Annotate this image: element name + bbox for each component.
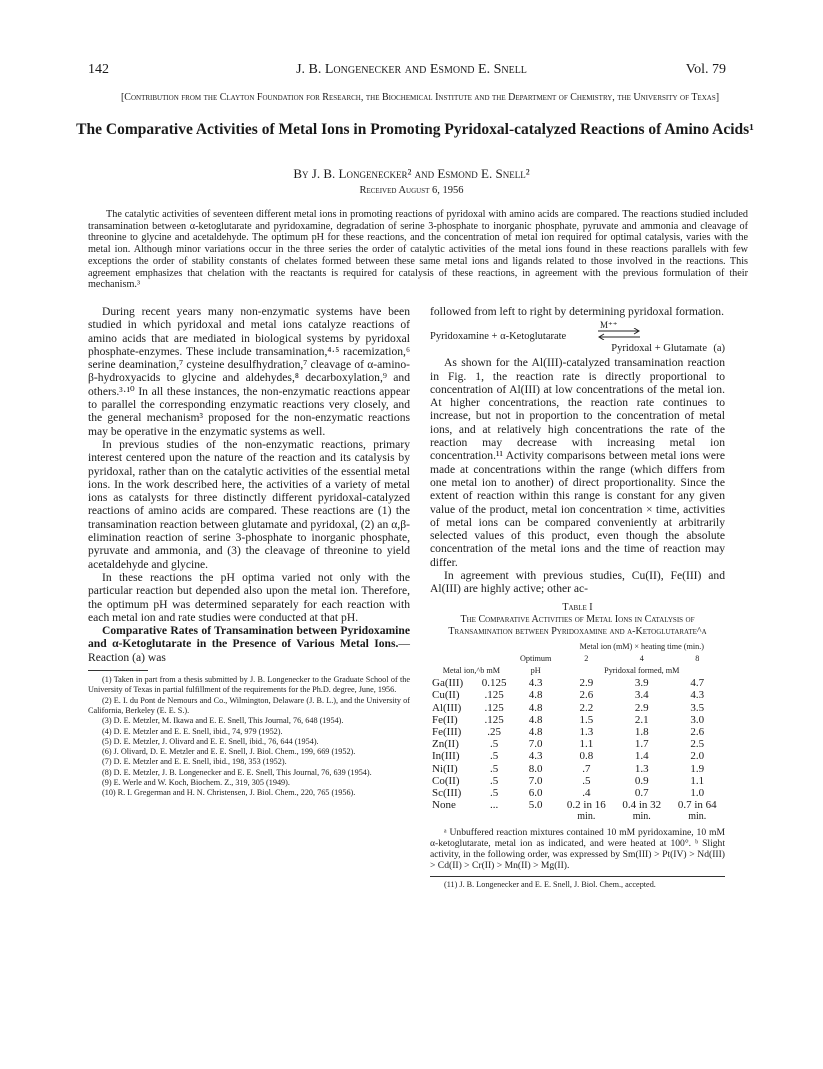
table-header-row xyxy=(430,641,725,653)
reaction-equation xyxy=(430,320,725,354)
table-cell: Fe(II) xyxy=(432,713,458,726)
footnote: (11) J. B. Longenecker and E. E. Snell, J. Biol. Chem., accepted. xyxy=(444,879,656,889)
equation-catalyst: M⁺⁺ xyxy=(600,320,618,331)
table-row xyxy=(430,689,725,701)
table-1 xyxy=(430,602,725,871)
table-cell: 1.7 xyxy=(634,738,649,751)
table-footnote: ᵃ Unbuffered reaction mixtures contained 10 mM pyridoxamine, 10 mM α-ketoglutarate, metal ion as indicated, and were heated at 100°. ᵇ Slight activity, in the following order, was expressed by Sm(III) > Pt(IV) > Nd(III) > Cd(II) > Cr(II) > Mn(II) > Mg(II). xyxy=(430,826,725,871)
table-cell: .125 xyxy=(484,689,504,702)
equation-reactants: Pyridoxamine + α-Ketoglutarate xyxy=(430,331,567,343)
table-cell: .4 xyxy=(582,787,591,800)
table-row xyxy=(430,750,725,762)
table-row xyxy=(430,799,725,811)
table-cell: Al(III) xyxy=(432,701,462,714)
table-cell: .25 xyxy=(487,726,502,739)
footnote: (7) D. E. Metzler and E. E. Snell, ibid., 198, 353 (1952). xyxy=(102,757,287,767)
body-paragraph: In agreement with previous studies, Cu(II), Fe(III) and Al(III) are highly active; other ac- xyxy=(430,569,725,596)
table-cell: .125 xyxy=(484,701,504,714)
table-cell: Co(II) xyxy=(432,774,460,787)
table-cell: 2.2 xyxy=(579,701,594,714)
footnote: (3) D. E. Metzler, M. Ikawa and E. E. Snell, This Journal, 76, 648 (1954). xyxy=(102,716,344,726)
table-cell: .5 xyxy=(582,774,591,787)
table-cell: ... xyxy=(490,799,499,812)
table-cell: 8.0 xyxy=(528,762,543,775)
table-cell: 4.3 xyxy=(528,677,543,690)
table-cell: 2.9 xyxy=(634,701,649,714)
table-cell: 2.9 xyxy=(579,677,594,690)
table-cell: min. xyxy=(632,811,651,823)
abstract: The catalytic activities of seventeen different metal ions in promoting reactions of pyridoxal with amino acids are compared. The reactions studied included transamination between α-ketoglutarate and pyridoxamine, degradation of serine 3-phosphate to inorganic phosphate, pyruvate and ammonia and cleavage of threonine to glycine and acetaldehyde. The optimum pH for these reactions, and the concentration of metal ion required for optimal catalysis, varies with the metal ion. Although minor variations occur in the three series the order of catalytic activities of the metal ions found in these reactions parallels with few exceptions the order of stability constants of chelates formed between these same metal ions and ligands related to those involved in the reactions. This agreement emphasizes that chelation with the reactants is required for catalysis of these reactions, in agreement with the previous formulation of their mechanism.³ xyxy=(88,209,748,291)
table-cell: 1.5 xyxy=(579,713,594,726)
footnote: (2) E. I. du Pont de Nemours and Co., Wilmington, Delaware (J. B. L.), and the University of California, Berkeley (E. E. S.). xyxy=(88,695,410,715)
table-cell: Zn(II) xyxy=(432,738,459,751)
table-cell: 2.5 xyxy=(690,738,705,751)
table-label: Table I xyxy=(562,601,593,613)
table-header-row xyxy=(430,665,725,677)
article-title: The Comparative Activities of Metal Ions in Promoting Pyridoxal-catalyzed Reactions of Amino Acids¹ xyxy=(76,121,754,138)
table-cell: Fe(III) xyxy=(432,726,462,739)
received-date: Received August 6, 1956 xyxy=(359,185,464,196)
section-text: —Reaction (a) was xyxy=(88,637,410,664)
table-cell: 2.0 xyxy=(690,750,705,763)
table-row xyxy=(430,763,725,775)
table-cell: 4.8 xyxy=(528,689,543,702)
table-cell: 2.6 xyxy=(690,726,705,739)
table-cell: 2.6 xyxy=(579,689,594,702)
footnote-rule xyxy=(430,876,725,877)
table-cell: 1.9 xyxy=(690,762,705,775)
transamination-table xyxy=(430,641,725,824)
column-header: 2 xyxy=(584,653,589,663)
table-cell: 0.7 xyxy=(634,787,649,800)
table-cell: 7.0 xyxy=(528,774,543,787)
table-row xyxy=(430,811,725,823)
table-cell: 4.8 xyxy=(528,701,543,714)
table-cell: 0.2 in 16 xyxy=(566,799,606,812)
table-cell: In(III) xyxy=(432,750,460,763)
footnote: (9) E. Werle and W. Koch, Biochem. Z., 319, 305 (1949). xyxy=(102,777,290,787)
table-cell: 4.3 xyxy=(528,750,543,763)
table-cell: 0.8 xyxy=(579,750,594,763)
table-row xyxy=(430,787,725,799)
table-caption: The Comparative Activities of Metal Ions in Catalysis of Transamination between Pyridoxamine and α-Ketoglutarate^a xyxy=(448,613,707,637)
body-paragraph: followed from left to right by determining pyridoxal formation. xyxy=(430,305,724,318)
table-row xyxy=(430,726,725,738)
page-number: 142 xyxy=(88,62,109,77)
table-body xyxy=(430,677,725,811)
table-cell: .5 xyxy=(490,738,499,751)
table-cell: 4.8 xyxy=(528,726,543,739)
equation-products: Pyridoxal + Glutamate xyxy=(611,343,707,355)
table-cell: 1.3 xyxy=(579,726,594,739)
column-header: Pyridoxal formed, mM xyxy=(604,666,680,676)
table-cell: 6.0 xyxy=(528,787,543,800)
footnote: (10) R. I. Gregerman and H. N. Christensen, J. Biol. Chem., 220, 765 (1956). xyxy=(102,788,356,798)
table-cell: 0.7 in 64 xyxy=(677,799,717,812)
table-cell: 3.9 xyxy=(634,677,649,690)
column-header: Metal ion,^b mM xyxy=(442,666,501,676)
footnote-rule xyxy=(88,670,148,671)
table-cell: 0.4 in 32 xyxy=(622,799,662,812)
table-cell: 3.4 xyxy=(634,689,649,702)
table-cell: 4.3 xyxy=(690,689,705,702)
contribution-note: [Contribution from the Clayton Foundation for Research, the Biochemical Institute and the Department of Chemistry, the University of Texas] xyxy=(120,92,720,103)
table-cell: None xyxy=(432,799,456,812)
table-cell: 4.8 xyxy=(528,713,543,726)
column-header: Metal ion (mM) × heating time (min.) xyxy=(579,641,705,651)
body-paragraph: During recent years many non-enzymatic systems have been studied in which pyridoxal and metal ions catalyze reactions of amino acids that are mediated in biological systems by pyridoxal phosphate-enzymes. These include transamination,⁴·⁵ racemization,⁶ serine deamination,⁷ cysteine desulfhydration,⁷ cleavage of α-amino-β-hydroxyacids to glycine and aldehydes,⁸ decarboxylation,⁹ and others.³·¹⁰ In all these instances, the non-enzymatic reactions appear to parallel the corresponding enzymatic reactions very closely, and the general mechanism³ proposed for the non-enzymatic reactions may be operative in the enzymatic systems as well. xyxy=(88,305,410,438)
table-cell: Ni(II) xyxy=(432,762,458,775)
left-column xyxy=(88,305,410,799)
table-cell: .5 xyxy=(490,787,499,800)
table-cell: 5.0 xyxy=(528,799,543,812)
table-cell: 2.1 xyxy=(634,713,649,726)
column-header: Optimum xyxy=(519,653,552,663)
body-paragraph: In these reactions the pH optima varied not only with the particular reaction but depended also upon the metal ion. Therefore, the optimum pH was determined separately for each reaction with each metal ion and rate studies were conducted at that pH. xyxy=(88,570,410,624)
running-title: J. B. Longenecker and Esmond E. Snell xyxy=(296,62,527,77)
table-cell: 7.0 xyxy=(528,738,543,751)
table-cell: .5 xyxy=(490,750,499,763)
table-cell: 1.0 xyxy=(690,787,705,800)
footnote: (5) D. E. Metzler, J. Olivard and E. E. Snell, ibid., 76, 644 (1954). xyxy=(102,736,319,746)
table-cell: Sc(III) xyxy=(432,787,462,800)
table-cell: Ga(III) xyxy=(432,677,464,690)
column-header: 8 xyxy=(695,653,700,663)
table-row xyxy=(430,702,725,714)
table-cell: .125 xyxy=(484,713,504,726)
footnote: (4) D. E. Metzler and E. E. Snell, ibid., 74, 979 (1952). xyxy=(102,726,283,736)
body-paragraph: As shown for the Al(III)-catalyzed transamination reaction in Fig. 1, the reaction rate is directly proportional to concentration of Al(III) at low concentrations of the metal ion. At higher concentrations, the reaction rate continues to increase, but not in proportion to the concentration of metal ions, and at relatively high concentrations the rate of the reaction may decrease with increasing metal ion concentration.¹¹ Activity comparisons between metal ions were made at concentrations within the range (which differs from one metal ion to another) of direct proportionality. Since the extent of reaction within this range is constant for any given value of the product, metal ion concentration × time, activities of metal ions can be compared conveniently at arbitrarily selected values of this product, even though the absolute concentration of the metal ions and the time of reaction may differ. xyxy=(430,356,725,569)
table-row xyxy=(430,714,725,726)
table-cell: Cu(II) xyxy=(432,689,460,702)
table-cell: 1.1 xyxy=(579,738,594,751)
right-column xyxy=(430,305,725,890)
section-paragraph xyxy=(88,624,410,664)
column-header: pH xyxy=(530,666,541,676)
table-cell: .5 xyxy=(490,762,499,775)
table-cell: 3.0 xyxy=(690,713,705,726)
table-header-row xyxy=(430,653,725,665)
section-heading: Comparative Rates of Transamination between Pyridoxamine and α-Ketoglutarate in the Presence of Various Metal Ions. xyxy=(88,624,410,651)
footnote: (8) D. E. Metzler, J. B. Longenecker and E. E. Snell, This Journal, 76, 639 (1954). xyxy=(102,767,372,777)
body-paragraph: In previous studies of the non-enzymatic reactions, primary interest centered upon the nature of the reaction and its catalysis by pyridoxal, rather than on the catalytic activities of the essential metal ions. In the work described here, the activities of a variety of metal ions as catalysts for three distinctly different pyridoxal-catalyzed reactions of amino acids are compared. These reactions are (1) the transamination reaction between glutamate and pyridoxal, (2) an α,β-elimination reaction of serine 3-phosphate to inorganic phosphate, pyruvate and ammonia, and (3) the cleavage of threonine to yield acetaldehyde and glycine. xyxy=(88,437,410,571)
table-cell: 0.9 xyxy=(634,774,649,787)
table-cell: 1.3 xyxy=(634,762,649,775)
table-cell: 0.125 xyxy=(481,677,507,690)
footnote: (6) J. Olivard, D. E. Metzler and E. E. Snell, J. Biol. Chem., 199, 669 (1952). xyxy=(102,747,356,757)
table-row xyxy=(430,775,725,787)
table-row xyxy=(430,677,725,689)
table-cell: min. xyxy=(577,811,596,823)
table-cell: .5 xyxy=(490,774,499,787)
table-cell: 1.8 xyxy=(634,726,649,739)
footnote: (1) Taken in part from a thesis submitted by J. B. Longenecker to the Graduate School of the University of Texas in partial fulfillment of the requirements for the Ph.D. degree, June, 1956. xyxy=(88,675,410,695)
table-cell: min. xyxy=(688,811,707,823)
table-cell: 1.1 xyxy=(690,774,705,787)
author-line: By J. B. Longenecker² and Esmond E. Snell² xyxy=(293,166,530,181)
table-cell: 3.5 xyxy=(690,701,705,714)
volume-label: Vol. 79 xyxy=(685,62,726,77)
table-cell: .7 xyxy=(582,762,591,775)
column-header: 4 xyxy=(639,653,644,663)
table-row xyxy=(430,738,725,750)
table-cell: 4.7 xyxy=(690,677,705,690)
equation-label: (a) xyxy=(713,343,725,355)
table-cell: 1.4 xyxy=(634,750,649,763)
equilibrium-arrow-icon xyxy=(596,328,642,340)
